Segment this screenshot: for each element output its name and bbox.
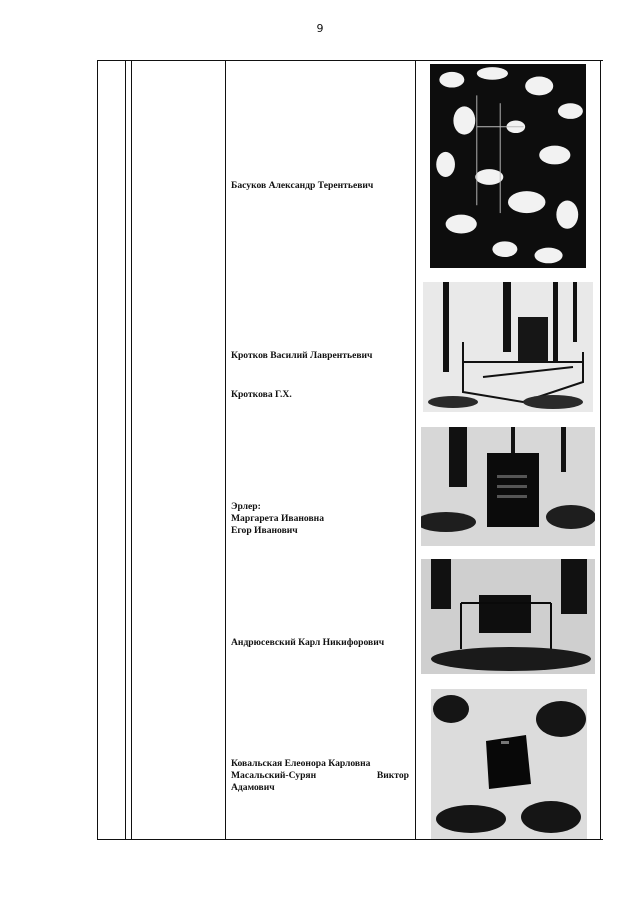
list-item — [231, 758, 409, 794]
column-divider-1 — [125, 61, 126, 839]
burial-name: Масальский-Сурян — [231, 770, 317, 781]
burial-name: Эрлер: — [231, 501, 261, 512]
column-divider-2 — [131, 61, 132, 839]
grave-photo — [421, 427, 595, 546]
table-border-left — [97, 61, 98, 839]
burial-name: Кротков Василий Лаврентьевич — [231, 350, 373, 361]
burial-name: Виктор — [376, 770, 409, 781]
grave-photo — [431, 689, 587, 839]
grave-photo — [423, 282, 593, 412]
burial-name: Андрюсевский Карл Никифорович — [231, 637, 385, 648]
grave-photo — [421, 559, 595, 674]
list-item — [231, 637, 409, 649]
table-border-right — [600, 61, 601, 839]
list-item — [231, 389, 409, 401]
burial-name: Маргарета Ивановна — [231, 513, 324, 524]
burial-name: Ковальская Елеонора Карловна — [231, 758, 371, 769]
grave-photo — [430, 64, 586, 268]
burial-name: Басуков Александр Терентьевич — [231, 180, 374, 191]
column-divider-4 — [415, 61, 416, 839]
burial-name: Егор Иванович — [231, 525, 298, 536]
burial-name: Кроткова Г.Х. — [231, 389, 292, 400]
list-item — [231, 501, 409, 537]
column-divider-3 — [225, 61, 226, 839]
burial-name-line — [231, 770, 409, 782]
list-item — [231, 350, 409, 362]
burial-name: Адамович — [231, 782, 275, 793]
list-item — [231, 180, 409, 192]
page-number: 9 — [316, 22, 324, 35]
burial-table — [97, 60, 603, 840]
